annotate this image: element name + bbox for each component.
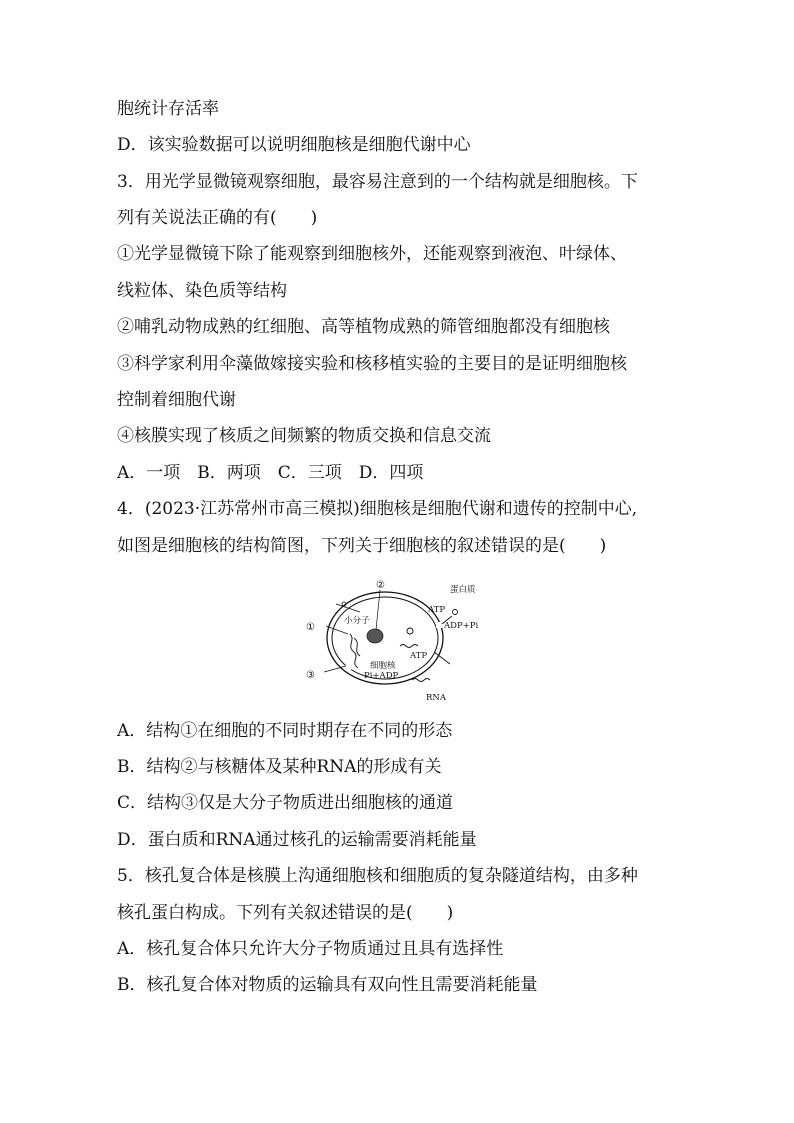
question-4-stem-cont: 如图是细胞核的结构简图，下列关于细胞核的叙述错误的是( )	[117, 536, 607, 556]
question-3-options: A．一项 B．两项 C．三项 D．四项	[117, 463, 424, 483]
statement-3: ③科学家利用伞藻做嫁接实验和核移植实验的主要目的是证明细胞核	[117, 354, 627, 374]
rna-strand-outer	[412, 679, 430, 682]
text-line: 胞统计存活率	[117, 99, 219, 119]
label-small-molecule: 小分子	[344, 616, 370, 626]
question-4-option-b: B．结构②与核糖体及某种RNA的形成有关	[117, 757, 442, 777]
question-4-option-a: A．结构①在细胞的不同时期存在不同的形态	[117, 721, 453, 741]
chromatin	[350, 634, 360, 668]
nucleolus	[367, 629, 383, 643]
label-atp-mid: ATP	[410, 651, 428, 661]
question-4-stem: 4．(2023·江苏常州市高三模拟)细胞核是细胞代谢和遗传的控制中心,	[117, 499, 638, 519]
statement-2: ②哺乳动物成熟的红细胞、高等植物成熟的筛管细胞都没有细胞核	[117, 317, 610, 337]
protein-circle	[453, 610, 458, 615]
nuclear-pore-left	[344, 663, 353, 672]
small-molecule-arrow	[336, 604, 360, 612]
leader-1	[326, 626, 348, 634]
label-structure-2: ②	[376, 580, 385, 591]
question-5-option-a: A．核孔复合体只允许大分子物质通过且具有选择性	[117, 939, 504, 959]
rna-arrow	[434, 652, 450, 664]
rna-strand-inner	[400, 645, 418, 648]
question-5-stem: 5．核孔复合体是核膜上沟通细胞核和细胞质的复杂隧道结构，由多种	[117, 866, 638, 886]
label-protein: 蛋白质	[450, 585, 476, 595]
statement-4: ④核膜实现了核质之间频繁的物质交换和信息交流	[117, 426, 491, 446]
question-5-option-b: B．核孔复合体对物质的运输具有双向性且需要消耗能量	[117, 975, 538, 995]
question-5-stem-cont: 核孔蛋白构成。下列有关叙述错误的是( )	[117, 903, 454, 923]
question-4-option-c: C．结构③仅是大分子物质进出细胞核的通道	[117, 793, 454, 813]
label-structure-3: ③	[306, 670, 315, 681]
question-4-option-d: D．蛋白质和RNA通过核孔的运输需要消耗能量	[117, 830, 477, 850]
label-structure-1: ①	[306, 622, 315, 633]
question-3-stem-cont: 列有关说法正确的有( )	[117, 208, 318, 228]
nucleus-structure-diagram	[300, 576, 500, 706]
statement-3-cont: 控制着细胞代谢	[117, 390, 236, 410]
label-atp-top: ATP	[428, 605, 446, 615]
small-circle	[407, 628, 413, 634]
label-rna: RNA	[426, 693, 446, 703]
label-pi-adp: Pi+ADP	[364, 671, 399, 681]
label-adp-pi: ADP+Pi	[444, 621, 479, 631]
option-d-q2: D．该实验数据可以说明细胞核是细胞代谢中心	[117, 135, 471, 155]
statement-1-cont: 线粒体、染色质等结构	[117, 281, 287, 301]
statement-1: ①光学显微镜下除了能观察到细胞核外，还能观察到液泡、叶绿体、	[117, 244, 627, 264]
nucleus-svg	[300, 576, 500, 706]
leader-2	[376, 590, 380, 630]
question-3-stem: 3．用光学显微镜观察细胞，最容易注意到的一个结构就是细胞核。下	[117, 172, 638, 192]
label-nucleus: 细胞核	[370, 661, 396, 671]
